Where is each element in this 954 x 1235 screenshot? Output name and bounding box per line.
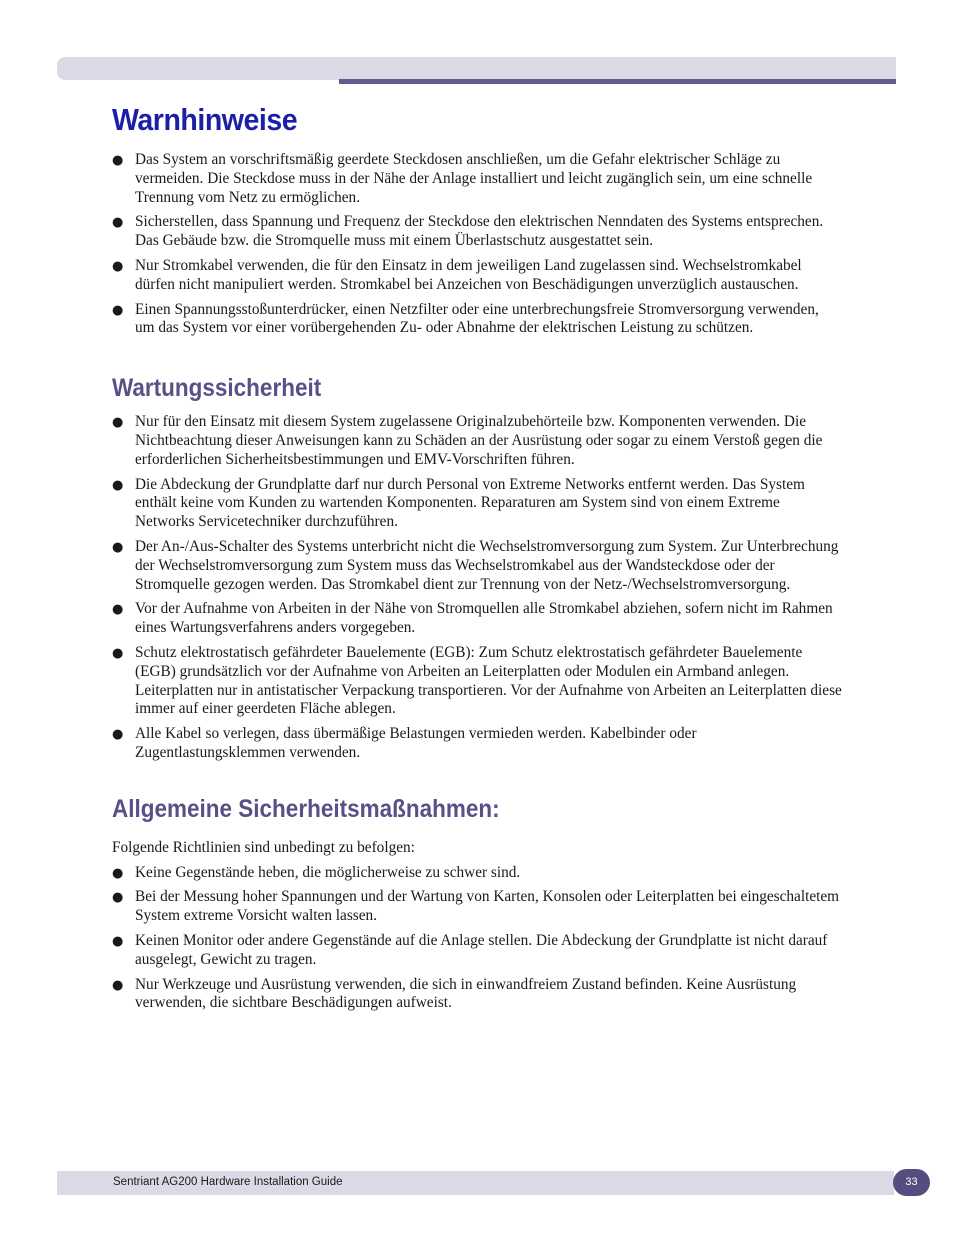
page-number-badge: 33 — [893, 1169, 930, 1196]
list-item — [112, 538, 842, 594]
bullet-icon: ● — [112, 890, 124, 906]
list-item — [112, 301, 842, 339]
page-content — [112, 100, 842, 1019]
list-item — [112, 888, 842, 926]
warnhinweise-list — [112, 151, 842, 338]
bullet-icon: ● — [112, 933, 124, 949]
list-item-text: Sicherstellen, dass Spannung und Frequenz der Steckdose den elektrischen Nenndaten des Systems entsprechen. Das Gebäude bzw. die Stromquelle muss mit einem Überlastschutz ausgestattet sein. — [135, 213, 824, 250]
list-item — [112, 725, 842, 763]
bullet-icon: ● — [112, 477, 124, 493]
list-item-text: Die Abdeckung der Grundplatte darf nur durch Personal von Extreme Networks entfernt werden. Das System enthält keine vom Kunden zu wartenden Komponenten. Reparaturen am System sind von einem Extreme Networks Servicetechniker durchzuführen. — [135, 475, 805, 531]
list-item — [112, 600, 842, 638]
list-item — [112, 976, 842, 1014]
section-title-warnhinweise: Warnhinweise — [112, 102, 298, 137]
bullet-icon: ● — [112, 645, 124, 661]
list-item-text: Schutz elektrostatisch gefährdeter Bauelemente (EGB): Zum Schutz elektrostatisch gefährdeter Bauelemente (EGB) grundsätzlich vor der Aufnahme von Arbeiten an Leiterplatten oder Modulen ein Armband anlegen. Leiterplatten nur in antistatischer Verpackung transportieren. Vor der Aufnahme von Arbeiten an Leiterplatten diese immer auf einer geerdeten Fläche ablegen. — [135, 643, 842, 718]
footer-document-title: Sentriant AG200 Hardware Installation Guide — [113, 1176, 343, 1188]
list-item-text: Alle Kabel so verlegen, dass übermäßige Belastungen vermieden werden. Kabelbinder oder Zugentlastungsklemmen verwenden. — [135, 725, 697, 761]
list-item — [112, 476, 842, 532]
list-item-text: Vor der Aufnahme von Arbeiten in der Nähe von Stromquellen alle Stromkabel abziehen, sofern nicht im Rahmen eines Wartungsverfahrens anders vorgegeben. — [135, 600, 833, 637]
list-item-text: Nur Stromkabel verwenden, die für den Einsatz in dem jeweiligen Land zugelassen sind. Wechselstromkabel dürfen nicht manipuliert werden. Stromkabel bei Anzeichen von Beschädigungen unverzüglich austauschen. — [135, 256, 802, 293]
bullet-icon: ● — [112, 153, 124, 168]
header-accent-line — [339, 79, 896, 84]
bullet-icon: ● — [112, 865, 124, 881]
section-title-allgemeine-sicherheitsmassnahmen: Allgemeine Sicherheitsmaßnahmen: — [112, 794, 500, 823]
list-item-text: Nur für den Einsatz mit diesem System zugelassene Originalzubehörteile bzw. Komponenten verwenden. Die Nichtbeachtung dieser Anweisungen kann zu Schäden an der Ausrüstung oder sogar zu einem Verstoß gegen die erforderlichen Sicherheitsbestimmungen und EMV-Vorschriften führen. — [135, 413, 823, 468]
list-item-text: Keinen Monitor oder andere Gegenstände auf die Anlage stellen. Die Abdeckung der Grundplatte ist nicht darauf ausgelegt, Gewicht zu tragen. — [135, 931, 828, 968]
list-item-text: Der An-/Aus-Schalter des Systems unterbricht nicht die Wechselstromversorgung zum System. Zur Unterbrechung der Wechselstromversorgung zum System muss das Wechselstromkabel aus der Wandsteckdose oder der Stromquelle gezogen werden. Das Stromkabel dient zur Trennung von der Netz-/Wechselstromversorgung. — [135, 537, 839, 593]
bullet-icon: ● — [112, 415, 124, 431]
list-item — [112, 257, 842, 295]
list-item-text: Keine Gegenstände heben, die möglicherweise zu schwer sind. — [135, 863, 521, 881]
list-item-text: Bei der Messung hoher Spannungen und der Wartung von Karten, Konsolen oder Leiterplatten bei eingeschaltetem System extreme Vorsicht walten lassen. — [135, 888, 840, 925]
list-item — [112, 151, 842, 207]
allgemeine-sicherheit-list — [112, 864, 842, 1014]
bullet-icon: ● — [112, 258, 124, 274]
list-item — [112, 644, 842, 719]
list-item — [112, 413, 842, 469]
bullet-icon: ● — [112, 602, 124, 618]
list-item-text: Einen Spannungsstoßunterdrücker, einen Netzfilter oder eine unterbrechungsfreie Stromversorgung verwenden, um das System vor einer vorübergehenden Zu- oder Abnahme der elektrischen Leistung zu schützen. — [135, 300, 819, 337]
section-intro-text: Folgende Richtlinien sind unbedingt zu befolgen: — [112, 838, 415, 856]
bullet-icon: ● — [112, 539, 124, 555]
wartungssicherheit-list — [112, 413, 842, 763]
bullet-icon: ● — [112, 977, 124, 993]
bullet-icon: ● — [112, 727, 124, 743]
list-item — [112, 932, 842, 970]
list-item-text: Nur Werkzeuge und Ausrüstung verwenden, die sich in einwandfreiem Zustand befinden. Keine Ausrüstung verwenden, die sichtbare Beschädigungen aufweist. — [135, 975, 797, 1012]
bullet-icon: ● — [112, 302, 124, 318]
section-title-wartungssicherheit: Wartungssicherheit — [112, 374, 322, 403]
list-item — [112, 864, 842, 883]
header-bar — [57, 57, 896, 80]
list-item-text: Das System an vorschriftsmäßig geerdete Steckdosen anschließen, um die Gefahr elektrischer Schläge zu vermeiden. Die Steckdose muss in der Nähe der Anlage installiert und leicht zugänglich sein, um eine schnelle Trennung vom Netz zu ermöglichen. — [135, 151, 813, 206]
bullet-icon: ● — [112, 215, 124, 231]
list-item — [112, 213, 842, 251]
